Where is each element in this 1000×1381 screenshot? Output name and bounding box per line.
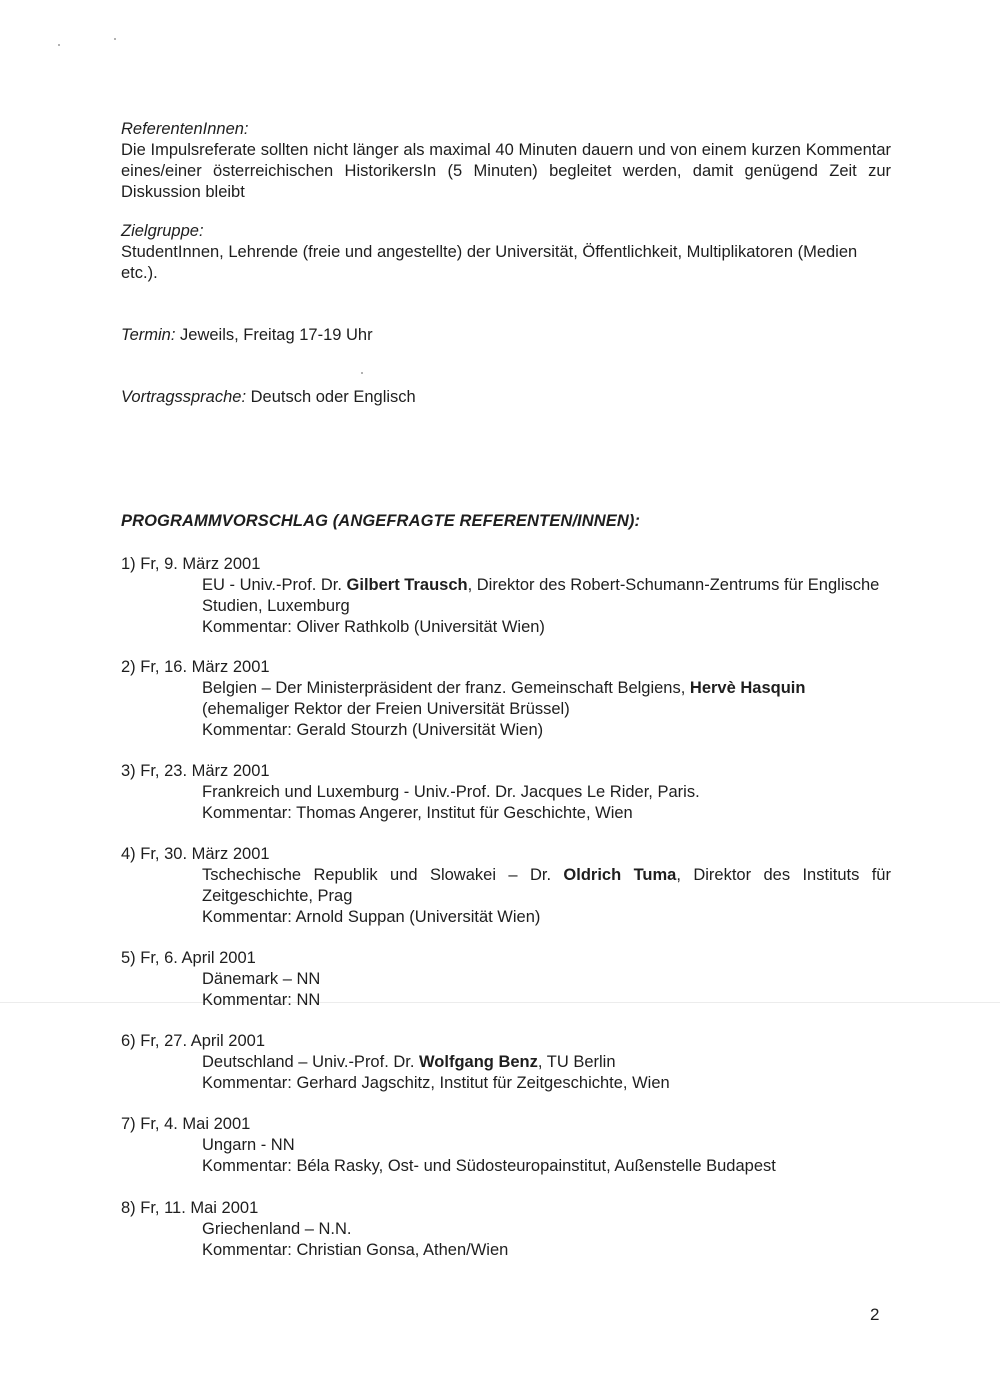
entry-comment: Kommentar: Gerald Stourzh (Universität Wien): [202, 721, 544, 739]
zielgruppe-label: Zielgruppe:: [121, 222, 204, 240]
program-entry: [121, 844, 891, 928]
referenten-label: ReferentenInnen:: [121, 120, 249, 138]
entry-comment: Kommentar: Béla Rasky, Ost- und Südosteuropainstitut, Außenstelle Budapest: [202, 1157, 776, 1175]
talk-suffix: , TU Berlin: [537, 1053, 616, 1071]
entry-date: 8) Fr, 11. Mai 2001: [121, 1199, 259, 1217]
entry-date: 2) Fr, 16. März 2001: [121, 658, 270, 676]
entry-comment: Kommentar: NN: [202, 991, 321, 1009]
entry-date: 1) Fr, 9. März 2001: [121, 555, 261, 573]
termin-text: Jeweils, Freitag 17-19 Uhr: [180, 326, 373, 344]
entry-talk: [121, 1219, 891, 1240]
program-entry: [121, 1031, 891, 1094]
program-entry: [121, 1198, 891, 1261]
talk-prefix: Ungarn - NN: [202, 1136, 295, 1154]
entry-date: 7) Fr, 4. Mai 2001: [121, 1115, 251, 1133]
termin-label: Termin:: [121, 326, 176, 344]
entry-comment: Kommentar: Oliver Rathkolb (Universität Wien): [202, 618, 545, 636]
entry-date: 6) Fr, 27. April 2001: [121, 1032, 265, 1050]
program-entry: [121, 761, 891, 824]
program-entry: [121, 948, 891, 1011]
talk-prefix: Deutschland – Univ.-Prof. Dr.: [202, 1053, 420, 1071]
entry-talk: [121, 1052, 891, 1073]
vortragssprache-line: [121, 387, 416, 408]
vortragssprache-label: Vortragssprache:: [121, 388, 247, 406]
program-entry: [121, 657, 891, 741]
entry-comment: Kommentar: Arnold Suppan (Universität Wien): [202, 908, 541, 926]
entry-comment: Kommentar: Christian Gonsa, Athen/Wien: [202, 1241, 509, 1259]
program-heading: PROGRAMMVORSCHLAG (ANGEFRAGTE REFERENTEN/INNEN):: [121, 512, 641, 530]
entry-talk: [121, 1135, 891, 1156]
speaker-name: Oldrich Tuma: [563, 866, 677, 884]
talk-prefix: EU - Univ.-Prof. Dr.: [202, 576, 347, 594]
entry-date: 5) Fr, 6. April 2001: [121, 949, 256, 967]
program-entry: [121, 554, 891, 638]
talk-prefix: Dänemark – NN: [202, 970, 321, 988]
termin-line: [121, 325, 373, 346]
referenten-text: Die Impulsreferate sollten nicht länger als maximal 40 Minuten dauern und von einem kurzen Kommentar eines/einer österreichischen HistorikersIn (5 Minuten) begleitet werden, damit genügend Zeit zur Diskussion bleibt: [121, 141, 891, 201]
vortragssprache-text: Deutsch oder Englisch: [250, 388, 416, 406]
scan-speck: [58, 44, 60, 46]
referenten-section: [121, 119, 891, 203]
zielgruppe-text: StudentInnen, Lehrende (freie und angestellte) der Universität, Öffentlichkeit, Multiplikatoren (Medien etc.).: [121, 243, 858, 282]
scan-speck: [114, 38, 116, 40]
talk-prefix: Griechenland – N.N.: [202, 1220, 352, 1238]
entry-date: 4) Fr, 30. März 2001: [121, 845, 270, 863]
talk-prefix: Tschechische Republik und Slowakei – Dr.: [202, 866, 564, 884]
speaker-name: Hervè Hasquin: [689, 679, 806, 697]
entry-talk: [121, 865, 891, 907]
entry-comment: Kommentar: Thomas Angerer, Institut für Geschichte, Wien: [202, 804, 633, 822]
scan-speck: [361, 372, 363, 374]
page-number: 2: [870, 1305, 880, 1324]
speaker-name: Gilbert Trausch: [346, 576, 468, 594]
talk-suffix: , Direktor des Robert-Schumann-Zentrums für Englische Studien, Luxemburg: [202, 576, 880, 615]
talk-suffix: , Direktor des Instituts für Zeitgeschichte, Prag: [202, 866, 891, 905]
zielgruppe-section: [121, 221, 891, 284]
entry-talk: [121, 782, 891, 803]
talk-prefix: Belgien – Der Ministerpräsident der franz. Gemeinschaft Belgiens,: [202, 679, 690, 697]
entry-talk: [121, 969, 891, 990]
talk-suffix: (ehemaliger Rektor der Freien Universität Brüssel): [202, 700, 570, 718]
entry-talk: [121, 678, 891, 720]
speaker-name: Wolfgang Benz: [419, 1053, 538, 1071]
program-entry: [121, 1114, 891, 1177]
talk-prefix: Frankreich und Luxemburg - Univ.-Prof. Dr. Jacques Le Rider, Paris.: [202, 783, 700, 801]
entry-date: 3) Fr, 23. März 2001: [121, 762, 270, 780]
entry-talk: [121, 575, 891, 617]
entry-comment: Kommentar: Gerhard Jagschitz, Institut für Zeitgeschichte, Wien: [202, 1074, 670, 1092]
